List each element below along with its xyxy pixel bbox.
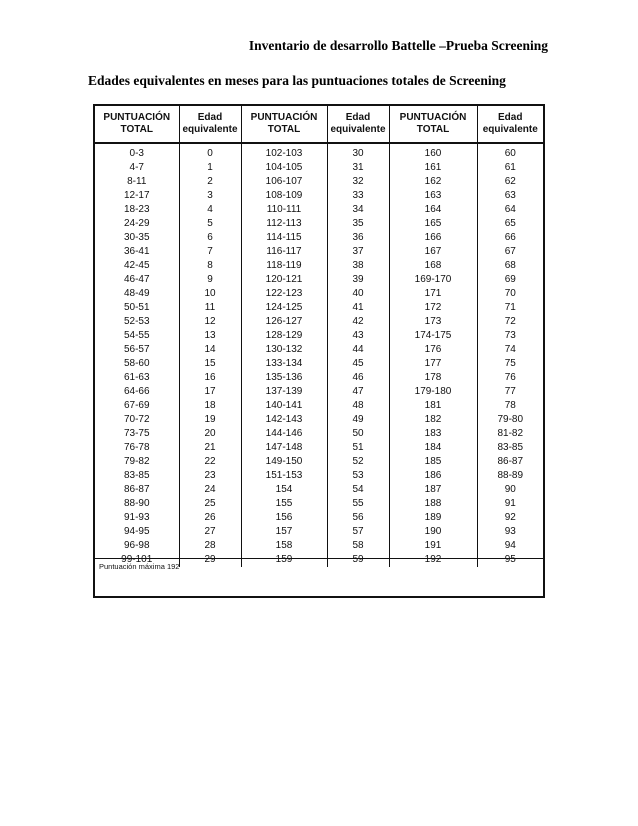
score-range-cell: 140-141	[241, 399, 327, 413]
age-equivalent-cell: 42	[327, 315, 389, 329]
column-header-line2: TOTAL	[120, 124, 153, 135]
table-row	[95, 203, 543, 217]
column-header-line2: TOTAL	[416, 124, 450, 135]
age-equivalent-cell: 26	[179, 511, 241, 525]
score-range-cell: 188	[389, 497, 477, 511]
score-range-cell: 79-82	[123, 456, 150, 467]
score-range-cell: 157	[241, 525, 327, 539]
score-range-cell: 155	[241, 497, 327, 511]
score-range-cell: 158	[241, 539, 327, 553]
age-equivalent-cell: 81-82	[477, 427, 543, 441]
table-row	[95, 161, 543, 175]
age-equivalent-cell: 90	[477, 483, 543, 497]
age-equivalent-cell: 1	[179, 161, 241, 175]
score-range-cell: 162	[389, 175, 477, 189]
score-range-cell: 164	[389, 203, 477, 217]
column-header-line1: PUNTUACIÓN	[399, 112, 467, 123]
age-equivalent-cell: 93	[477, 525, 543, 539]
score-range-cell: 58-60	[123, 358, 150, 369]
age-equivalent-cell: 25	[179, 497, 241, 511]
score-range-cell: 168	[389, 259, 477, 273]
age-equivalent-cell: 14	[179, 343, 241, 357]
age-equivalent-cell: 36	[327, 231, 389, 245]
table-row	[95, 497, 543, 511]
column-header-line1: PUNTUACIÓN	[250, 112, 318, 123]
table-row	[95, 427, 543, 441]
column-header-line1: PUNTUACIÓN	[103, 112, 171, 123]
age-equivalent-cell: 77	[477, 385, 543, 399]
age-equivalent-cell: 43	[327, 329, 389, 343]
score-range-cell: 94-95	[123, 526, 150, 537]
age-equivalent-cell: 83-85	[477, 441, 543, 455]
age-equivalent-cell: 7	[179, 245, 241, 259]
age-equivalent-cell: 47	[327, 385, 389, 399]
score-range-cell: 64-66	[123, 386, 150, 397]
age-equivalent-cell: 51	[327, 441, 389, 455]
score-range-cell: 118-119	[241, 259, 327, 273]
age-equivalent-cell: 0	[179, 143, 241, 161]
age-equivalent-cell: 92	[477, 511, 543, 525]
age-equivalent-cell: 39	[327, 273, 389, 287]
age-equivalent-cell: 20	[179, 427, 241, 441]
score-range-cell: 52-53	[123, 316, 150, 327]
age-equivalent-cell: 63	[477, 189, 543, 203]
column-header-line2: equivalente	[330, 124, 386, 135]
table-row	[95, 315, 543, 329]
age-equivalent-cell: 33	[327, 189, 389, 203]
age-equivalent-cell: 37	[327, 245, 389, 259]
score-range-cell: 4-7	[129, 162, 144, 173]
score-range-cell: 135-136	[241, 371, 327, 385]
table-row	[95, 259, 543, 273]
score-range-cell: 182	[389, 413, 477, 427]
score-range-cell: 166	[389, 231, 477, 245]
age-equivalent-cell: 59	[327, 553, 389, 567]
age-equivalent-cell: 21	[179, 441, 241, 455]
age-equivalent-cell: 71	[477, 301, 543, 315]
score-range-cell: 178	[389, 371, 477, 385]
age-equivalent-cell: 18	[179, 399, 241, 413]
score-range-cell: 46-47	[123, 274, 150, 285]
score-range-cell: 36-41	[123, 246, 150, 257]
age-equivalent-cell: 60	[477, 143, 543, 161]
score-range-cell: 76-78	[123, 442, 150, 453]
table-row	[95, 217, 543, 231]
age-equivalent-cell: 22	[179, 455, 241, 469]
age-equivalent-cell: 29	[179, 553, 241, 567]
age-equivalent-cell: 52	[327, 455, 389, 469]
score-range-cell: 24-29	[123, 218, 150, 229]
age-equivalent-cell: 27	[179, 525, 241, 539]
age-equivalent-cell: 4	[179, 203, 241, 217]
age-equivalent-cell: 72	[477, 315, 543, 329]
score-range-cell: 160	[389, 143, 477, 161]
age-equivalent-cell: 9	[179, 273, 241, 287]
table-row	[95, 455, 543, 469]
table-row	[95, 273, 543, 287]
column-header	[241, 106, 327, 143]
age-equivalent-cell: 35	[327, 217, 389, 231]
score-range-cell: 174-175	[389, 329, 477, 343]
score-range-cell: 172	[389, 301, 477, 315]
age-equivalent-cell: 50	[327, 427, 389, 441]
column-header-line1: Edad	[345, 112, 371, 123]
table-row	[95, 287, 543, 301]
age-equivalent-cell: 73	[477, 329, 543, 343]
age-equivalent-cell: 5	[179, 217, 241, 231]
score-range-cell: 112-113	[241, 217, 327, 231]
score-range-cell: 114-115	[241, 231, 327, 245]
score-range-cell: 173	[389, 315, 477, 329]
table-row	[95, 357, 543, 371]
score-range-cell: 161	[389, 161, 477, 175]
age-equivalent-cell: 62	[477, 175, 543, 189]
age-equivalent-cell: 69	[477, 273, 543, 287]
age-equivalent-cell: 67	[477, 245, 543, 259]
age-equivalent-cell: 55	[327, 497, 389, 511]
age-equivalent-cell: 16	[179, 371, 241, 385]
age-equivalent-cell: 45	[327, 357, 389, 371]
age-equivalent-cell: 38	[327, 259, 389, 273]
column-header	[327, 106, 389, 143]
score-range-cell: 116-117	[241, 245, 327, 259]
age-equivalent-cell: 10	[179, 287, 241, 301]
age-equivalent-cell: 64	[477, 203, 543, 217]
score-range-cell: 120-121	[241, 273, 327, 287]
score-range-cell: 73-75	[123, 428, 150, 439]
score-range-cell: 42-45	[123, 260, 150, 271]
column-header	[389, 106, 477, 143]
table-row	[95, 525, 543, 539]
age-equivalent-cell: 58	[327, 539, 389, 553]
age-equivalent-cell: 2	[179, 175, 241, 189]
column-header-line1: Edad	[498, 112, 523, 123]
score-range-cell: 189	[389, 511, 477, 525]
max-score-footnote: Puntuación máxima 192	[99, 562, 180, 571]
score-range-cell: 126-127	[241, 315, 327, 329]
age-equivalent-cell: 88-89	[477, 469, 543, 483]
score-range-cell: 177	[389, 357, 477, 371]
score-table-figure	[93, 104, 545, 598]
score-range-cell: 88-90	[123, 498, 150, 509]
table-row	[95, 329, 543, 343]
score-range-cell: 149-150	[241, 455, 327, 469]
age-equivalent-cell: 91	[477, 497, 543, 511]
score-range-cell: 184	[389, 441, 477, 455]
table-row	[95, 245, 543, 259]
column-header	[179, 106, 241, 143]
age-equivalent-cell: 15	[179, 357, 241, 371]
age-equivalent-cell: 53	[327, 469, 389, 483]
age-equivalent-cell: 79-80	[477, 413, 543, 427]
age-equivalent-cell: 78	[477, 399, 543, 413]
age-equivalent-cell: 56	[327, 511, 389, 525]
age-equivalent-cell: 28	[179, 539, 241, 553]
score-range-cell: 91-93	[123, 512, 150, 523]
score-range-cell: 18-23	[123, 204, 150, 215]
score-range-cell: 56-57	[123, 344, 150, 355]
score-range-cell: 86-87	[123, 484, 150, 495]
score-range-cell: 165	[389, 217, 477, 231]
score-range-cell: 167	[389, 245, 477, 259]
age-equivalent-cell: 66	[477, 231, 543, 245]
age-equivalent-cell: 30	[327, 143, 389, 161]
score-range-cell: 151-153	[241, 469, 327, 483]
score-range-cell: 61-63	[123, 372, 150, 383]
score-range-cell: 179-180	[389, 385, 477, 399]
table-caption: Edades equivalentes en meses para las puntuaciones totales de Screening	[88, 73, 506, 88]
age-equivalent-cell: 13	[179, 329, 241, 343]
score-range-cell: 183	[389, 427, 477, 441]
age-equivalent-cell: 6	[179, 231, 241, 245]
score-range-cell: 48-49	[123, 288, 150, 299]
age-equivalent-cell: 76	[477, 371, 543, 385]
score-range-cell: 163	[389, 189, 477, 203]
score-range-cell: 96-98	[123, 540, 150, 551]
page-header-title: Inventario de desarrollo Battelle –Prueba Screening	[248, 38, 548, 53]
column-header-line2: equivalente	[482, 124, 538, 135]
age-equivalent-cell: 74	[477, 343, 543, 357]
column-header	[95, 106, 179, 143]
score-range-cell: 169-170	[389, 273, 477, 287]
score-range-cell: 83-85	[123, 470, 150, 481]
age-equivalent-cell: 19	[179, 413, 241, 427]
table-row	[95, 539, 543, 553]
age-equivalent-cell: 61	[477, 161, 543, 175]
age-equivalent-cell: 95	[477, 553, 543, 567]
score-equivalence-table	[95, 106, 543, 567]
score-range-cell: 54-55	[123, 330, 150, 341]
table-row	[95, 143, 543, 161]
score-range-cell: 154	[241, 483, 327, 497]
age-equivalent-cell: 8	[179, 259, 241, 273]
score-range-cell: 130-132	[241, 343, 327, 357]
score-range-cell: 192	[389, 553, 477, 567]
age-equivalent-cell: 41	[327, 301, 389, 315]
score-range-cell: 106-107	[241, 175, 327, 189]
age-equivalent-cell: 24	[179, 483, 241, 497]
age-equivalent-cell: 48	[327, 399, 389, 413]
score-range-cell: 190	[389, 525, 477, 539]
score-range-cell: 0-3	[129, 148, 144, 159]
score-range-cell: 102-103	[241, 143, 327, 161]
age-equivalent-cell: 57	[327, 525, 389, 539]
score-range-cell: 187	[389, 483, 477, 497]
table-row	[95, 301, 543, 315]
score-range-cell: 128-129	[241, 329, 327, 343]
age-equivalent-cell: 12	[179, 315, 241, 329]
score-range-cell: 124-125	[241, 301, 327, 315]
score-range-cell: 186	[389, 469, 477, 483]
age-equivalent-cell: 17	[179, 385, 241, 399]
score-range-cell: 99-101	[121, 554, 153, 565]
score-range-cell: 191	[389, 539, 477, 553]
score-range-cell: 159	[241, 553, 327, 567]
column-header	[477, 106, 543, 143]
score-range-cell: 30-35	[123, 232, 150, 243]
age-equivalent-cell: 49	[327, 413, 389, 427]
table-row	[95, 399, 543, 413]
table-row	[95, 175, 543, 189]
age-equivalent-cell: 34	[327, 203, 389, 217]
score-range-cell: 122-123	[241, 287, 327, 301]
table-row	[95, 343, 543, 357]
column-header-line2: equivalente	[182, 124, 238, 135]
column-header-line2: TOTAL	[267, 124, 301, 135]
score-range-cell: 50-51	[123, 302, 150, 313]
score-range-cell: 147-148	[241, 441, 327, 455]
table-row	[95, 511, 543, 525]
table-row	[95, 413, 543, 427]
age-equivalent-cell: 54	[327, 483, 389, 497]
age-equivalent-cell: 46	[327, 371, 389, 385]
age-equivalent-cell: 94	[477, 539, 543, 553]
score-range-cell: 181	[389, 399, 477, 413]
score-range-cell: 104-105	[241, 161, 327, 175]
age-equivalent-cell: 65	[477, 217, 543, 231]
score-range-cell: 142-143	[241, 413, 327, 427]
table-header-row	[95, 106, 543, 143]
score-range-cell: 171	[389, 287, 477, 301]
score-range-cell: 67-69	[123, 400, 150, 411]
age-equivalent-cell: 11	[179, 301, 241, 315]
table-row	[95, 385, 543, 399]
age-equivalent-cell: 3	[179, 189, 241, 203]
score-range-cell: 108-109	[241, 189, 327, 203]
table-row	[95, 231, 543, 245]
age-equivalent-cell: 44	[327, 343, 389, 357]
age-equivalent-cell: 68	[477, 259, 543, 273]
age-equivalent-cell: 70	[477, 287, 543, 301]
score-range-cell: 137-139	[241, 385, 327, 399]
score-range-cell: 8-11	[127, 176, 147, 187]
age-equivalent-cell: 23	[179, 469, 241, 483]
age-equivalent-cell: 86-87	[477, 455, 543, 469]
score-range-cell: 12-17	[123, 190, 150, 201]
score-range-cell: 144-146	[241, 427, 327, 441]
age-equivalent-cell: 40	[327, 287, 389, 301]
score-range-cell: 133-134	[241, 357, 327, 371]
score-range-cell: 176	[389, 343, 477, 357]
score-range-cell: 70-72	[123, 414, 150, 425]
table-row	[95, 441, 543, 455]
score-range-cell: 110-111	[241, 203, 327, 217]
table-body	[95, 143, 543, 567]
table-footer-divider	[95, 558, 543, 559]
age-equivalent-cell: 31	[327, 161, 389, 175]
score-range-cell: 185	[389, 455, 477, 469]
table-row	[95, 483, 543, 497]
column-header-line1: Edad	[197, 112, 223, 123]
table-row	[95, 469, 543, 483]
score-range-cell: 156	[241, 511, 327, 525]
age-equivalent-cell: 32	[327, 175, 389, 189]
table-row	[95, 189, 543, 203]
table-row	[95, 371, 543, 385]
age-equivalent-cell: 75	[477, 357, 543, 371]
